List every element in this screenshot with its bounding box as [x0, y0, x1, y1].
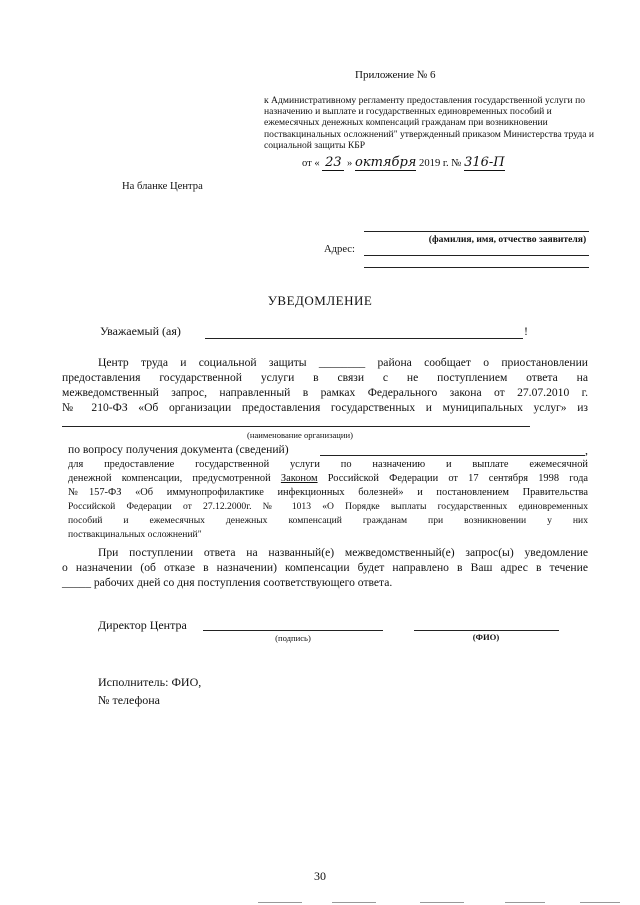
para2-line2 [68, 473, 588, 486]
document-title: УВЕДОМЛЕНИЕ [267, 293, 373, 308]
date-prefix: от « [302, 158, 320, 169]
date-month-handwritten: октября [355, 155, 417, 170]
letterhead-note: На бланке Центра [122, 181, 203, 192]
law-link[interactable]: Законом [280, 473, 318, 484]
scan-edge-mark-4 [505, 902, 545, 903]
applicant-caption: (фамилия, имя, отчество заявителя) [428, 234, 587, 245]
greeting-end: ! [524, 324, 528, 338]
address-line-2 [364, 267, 589, 268]
signature-caption: (подпись) [275, 633, 311, 643]
address-line-1 [364, 255, 589, 256]
scan-edge-mark-2 [332, 902, 376, 903]
para1-line1: Центр труда и социальной защиты ________ района сообщает о приостановлении [98, 356, 588, 369]
para3-line2: о назначении (об отказе в назначении) компенсации будет направлено в Ваш адрес в течение [62, 561, 588, 574]
para1-line2: предоставления государственной услуги в связи с не поступлением ответа на [62, 371, 588, 384]
organization-caption: (наименование организации) [247, 430, 353, 440]
para1-line4: № 210-ФЗ «Об организации предоставления государственных и муниципальных услуг» из [62, 401, 588, 414]
address-label: Адрес: [324, 244, 355, 255]
document-question: по вопросу получения документа (сведений) [68, 443, 289, 456]
para2-line2-a: денежной компенсации, предусмотренной [68, 473, 281, 484]
signature-line [203, 630, 383, 631]
date-mid: » [347, 158, 353, 169]
para2-line5: пособий и ежемесячных денежных компенсаций гражданам при возникновении у них [68, 515, 588, 526]
scan-edge-mark-5 [580, 902, 620, 903]
para3-line3: _____ рабочих дней со дня поступления соответствующего ответа. [62, 576, 393, 589]
organization-line [62, 426, 530, 427]
page-number: 30 [314, 869, 326, 883]
para2-line3: №157-ФЗ «Об иммунопрофилактике инфекционных болезней» и постановлением Правительства [68, 487, 588, 498]
greeting-name-line [205, 338, 523, 339]
order-number-handwritten: 316-П [464, 155, 505, 170]
director-label: Директор Центра [98, 618, 187, 632]
para2-line6: поствакцинальных осложнений" [68, 529, 202, 540]
greeting: Уважаемый (ая) [100, 324, 181, 338]
executor-phone: № телефона [98, 693, 161, 707]
executor-block [98, 673, 201, 709]
para1-line3: межведомственный запрос, направленный в рамках Федерального закона от 27.07.2010 г. [62, 386, 588, 399]
para2-line2-b: Российской Федерации от 17 сентября 1998 года [317, 473, 588, 484]
date-year: 2019 г. № [419, 158, 462, 169]
para3-line1: При поступлении ответа на названный(е) межведомственный(е) запрос(ы) уведомление [98, 546, 588, 559]
applicant-name-line [364, 231, 589, 232]
para2-line4: Российской Федерации от 27.12.2000г. № 1013 «О Порядке выплаты государственных единовременных [68, 501, 588, 512]
document-line [320, 455, 585, 456]
executor-name: Исполнитель: ФИО, [98, 675, 202, 689]
para2-line1: для предоставление государственной услуги по назначению и выплате ежемесячной [68, 459, 588, 470]
date-day-handwritten: 23 [322, 155, 344, 171]
fio-caption: (ФИО) [472, 632, 500, 642]
scan-edge-mark-3 [420, 902, 464, 903]
fio-line [414, 630, 559, 631]
document-line-comma: , [585, 443, 588, 457]
scan-edge-mark-1 [258, 902, 302, 903]
annex-reference: к Административному регламенту предоставления государственной услуги по назначению и выплате и государственных единовременных пособий и ежемесячных денежных компенсаций гражданам при возникновении поствакцинальных осложнений" утвержденный приказом Министерства труда и социальной защиты КБР [264, 95, 594, 151]
annex-date [302, 155, 505, 171]
annex-number: Приложение № 6 [355, 69, 436, 81]
